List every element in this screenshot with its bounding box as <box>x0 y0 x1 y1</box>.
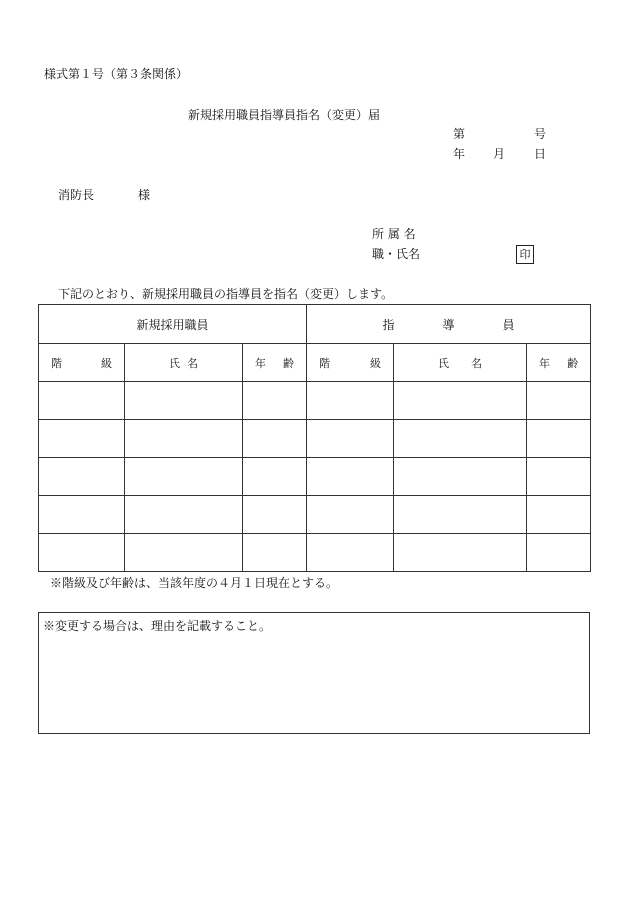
table-cell[interactable] <box>394 420 527 458</box>
table-cell[interactable] <box>307 382 394 420</box>
table-cell[interactable] <box>307 496 394 534</box>
table-cell[interactable] <box>39 420 125 458</box>
document-title: 新規採用職員指導員指名（変更）届 <box>188 108 381 122</box>
table-cell[interactable] <box>527 496 591 534</box>
table-cell[interactable] <box>39 458 125 496</box>
table-cell[interactable] <box>307 420 394 458</box>
table-column-header-row <box>39 344 591 382</box>
table-row <box>39 534 591 572</box>
date-year: 年 <box>453 147 466 161</box>
table-row <box>39 458 591 496</box>
remark-instruction: ※変更する場合は、理由を記載すること。 <box>43 619 272 633</box>
col-char: 階 <box>319 356 331 370</box>
table-cell[interactable] <box>39 382 125 420</box>
col-header-new-rank <box>39 344 125 382</box>
table-cell[interactable] <box>307 534 394 572</box>
table-cell[interactable] <box>527 458 591 496</box>
col-header-mentor-age <box>527 344 591 382</box>
col-char: 氏 <box>169 356 180 370</box>
table-cell[interactable] <box>243 420 307 458</box>
table-cell[interactable] <box>394 382 527 420</box>
date-month: 月 <box>493 147 506 161</box>
col-char: 年 <box>539 356 551 370</box>
table-cell[interactable] <box>243 534 307 572</box>
table-cell[interactable] <box>394 534 527 572</box>
col-header-mentor-rank <box>307 344 394 382</box>
table-cell[interactable] <box>125 420 243 458</box>
table-cell[interactable] <box>394 496 527 534</box>
mentor-table <box>38 304 591 572</box>
group-header-mentor-label: 指 導 員 <box>382 317 533 332</box>
group-header-mentor <box>307 305 591 344</box>
col-header-new-age <box>243 344 307 382</box>
table-row <box>39 382 591 420</box>
seal-mark: 印 <box>516 245 534 264</box>
col-char: 階 <box>51 356 62 370</box>
col-char: 氏 <box>438 356 450 370</box>
table-note: ※階級及び年齢は、当該年度の４月１日現在とする。 <box>50 576 339 590</box>
table-cell[interactable] <box>243 458 307 496</box>
col-char: 名 <box>187 356 198 370</box>
doc-no-go: 号 <box>534 127 547 141</box>
table-cell[interactable] <box>243 382 307 420</box>
col-char: 齢 <box>567 356 579 370</box>
col-header-mentor-name <box>394 344 527 382</box>
form-number: 様式第１号（第３条関係） <box>44 67 189 81</box>
col-char: 齢 <box>283 356 295 370</box>
table-cell[interactable] <box>125 458 243 496</box>
table-cell[interactable] <box>394 458 527 496</box>
col-header-new-name <box>125 344 243 382</box>
group-header-new-staff: 新規採用職員 <box>39 305 307 344</box>
table-cell[interactable] <box>39 496 125 534</box>
lead-text: 下記のとおり、新規採用職員の指導員を指名（変更）します。 <box>58 287 394 301</box>
col-char: 級 <box>370 356 382 370</box>
affiliation-label: 所 属 名 <box>372 227 416 241</box>
col-char: 年 <box>255 356 266 370</box>
addressee-honorific: 様 <box>138 188 151 202</box>
table-cell[interactable] <box>527 534 591 572</box>
table-cell[interactable] <box>307 458 394 496</box>
table-cell[interactable] <box>243 496 307 534</box>
table-cell[interactable] <box>527 382 591 420</box>
col-char: 級 <box>101 356 112 370</box>
remark-box[interactable] <box>38 612 590 734</box>
date-day: 日 <box>534 147 547 161</box>
table-group-header-row <box>39 305 591 344</box>
addressee-name: 消防長 <box>58 188 95 202</box>
table-cell[interactable] <box>39 534 125 572</box>
table-row <box>39 420 591 458</box>
col-char: 名 <box>471 356 483 370</box>
doc-no-dai: 第 <box>453 127 466 141</box>
position-name-label: 職・氏名 <box>372 247 421 261</box>
table-row <box>39 496 591 534</box>
table-cell[interactable] <box>125 496 243 534</box>
table-cell[interactable] <box>125 382 243 420</box>
table-cell[interactable] <box>125 534 243 572</box>
table-cell[interactable] <box>527 420 591 458</box>
